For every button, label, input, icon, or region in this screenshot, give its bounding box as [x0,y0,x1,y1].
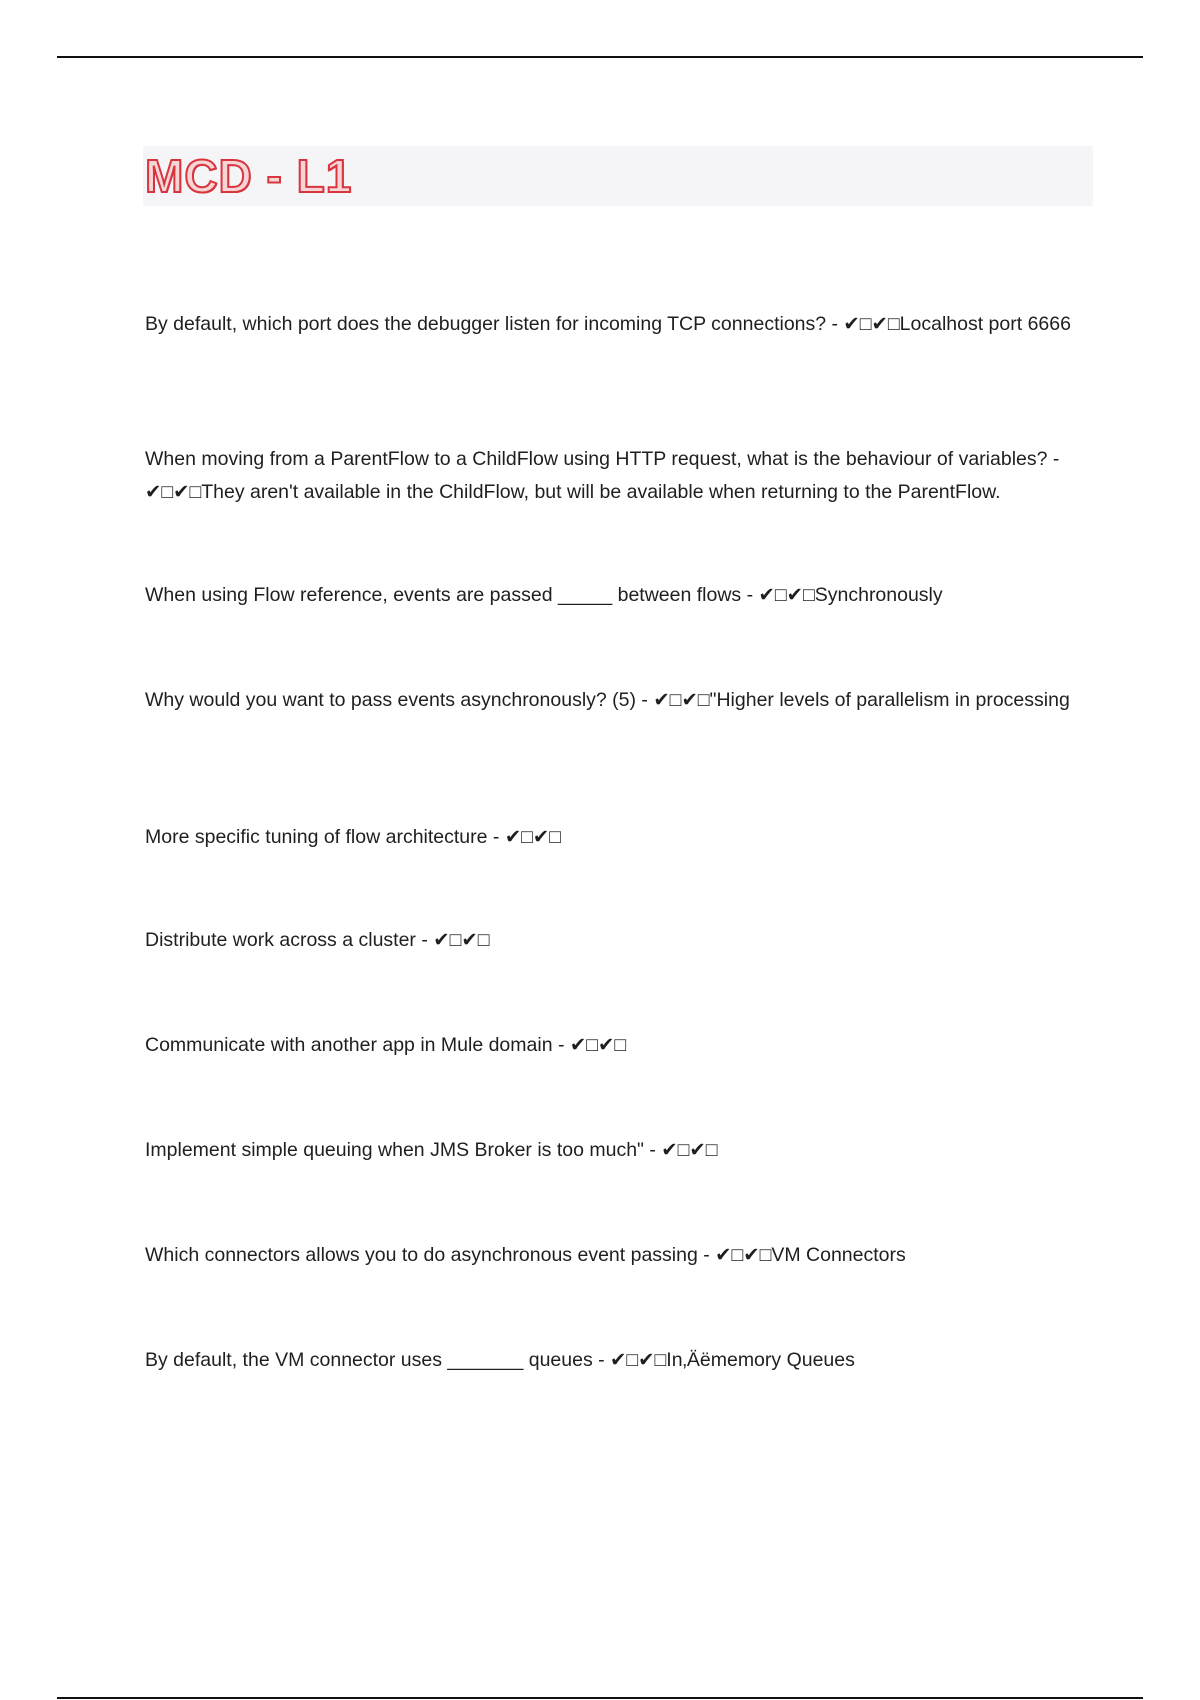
qa-item: By default, the VM connector uses _______ queues - ✔□✔□In‚Äëmemory Queues [145,1349,855,1371]
qa-item: Distribute work across a cluster - ✔□✔□ [145,929,490,951]
bottom-rule [57,1697,1143,1699]
qa-item: Which connectors allows you to do asynchronous event passing - ✔□✔□VM Connectors [145,1244,906,1266]
qa-item: Why would you want to pass events asynchronously? (5) - ✔□✔□"Higher levels of parallelism in processing [145,689,1070,711]
document-title: MCD - L1 [145,150,353,202]
qa-item: Communicate with another app in Mule domain - ✔□✔□ [145,1034,627,1056]
qa-item: Implement simple queuing when JMS Broker is too much" - ✔□✔□ [145,1139,718,1161]
top-rule [57,56,1143,58]
qa-item: When moving from a ParentFlow to a ChildFlow using HTTP request, what is the behaviour of variables? - ✔□✔□They aren't available in the ChildFlow, but will be available when returning to the ParentFlow. [145,448,1060,503]
qa-item: By default, which port does the debugger listen for incoming TCP connections? - ✔□✔□Localhost port 6666 [145,313,1071,335]
qa-item: More specific tuning of flow architecture - ✔□✔□ [145,826,562,848]
qa-item: When using Flow reference, events are passed _____ between flows - ✔□✔□Synchronously [145,584,943,606]
